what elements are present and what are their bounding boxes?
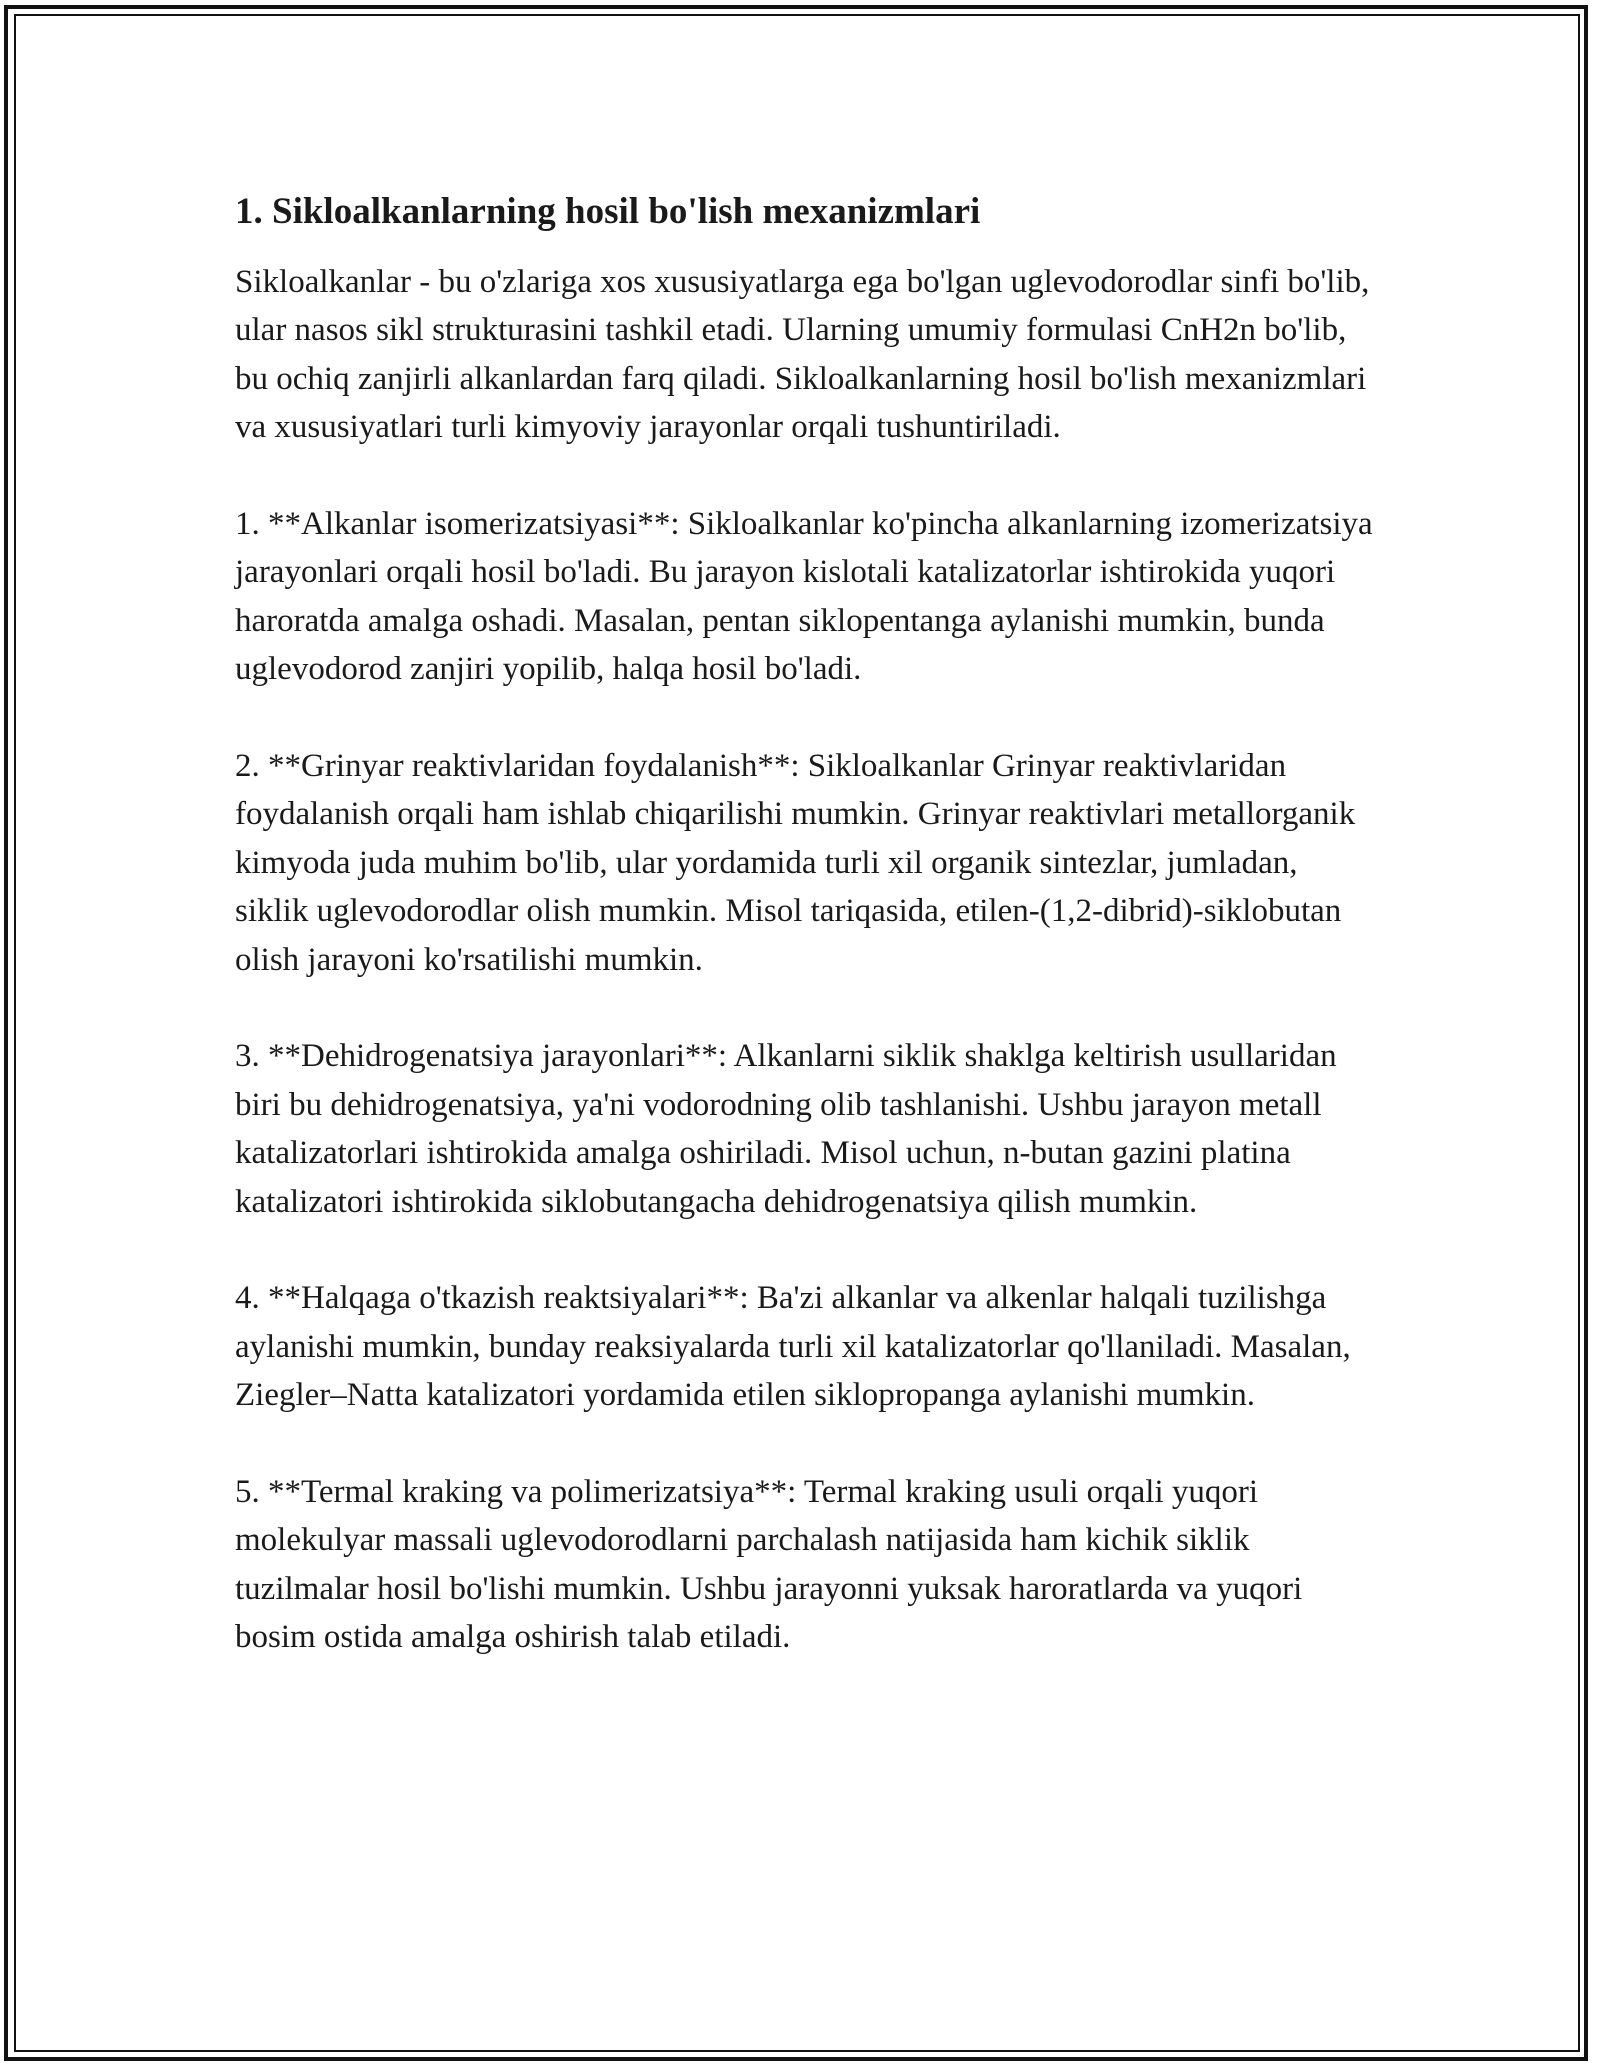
paragraph-ring-closure: 4. **Halqaga o'tkazish reaktsiyalari**: Ba'zi alkanlar va alkenlar halqali tuzilishga aylanishi mumkin, bunday reaksiyalarda turli xil katalizatorlar qo'llaniladi. Masalan, Ziegler–Natta katalizatori yordamida etilen siklopropanga aylanishi mumkin. xyxy=(235,1280,1351,1414)
paragraph-grignard-reagents: 2. **Grinyar reaktivlaridan foydalanish**: Sikloalkanlar Grinyar reaktivlaridan foydalanish orqali ham ishlab chiqarilishi mumkin. Grinyar reaktivlari metallorganik kimyoda juda muhim bo'lib, ular yordamida turli xil organik sintezlar, jumladan, siklik uglevodorodlar olish mumkin. Misol tariqasida, etilen-(1,2-dibrid)-siklobutan olish jarayoni ko'rsatilishi mumkin. xyxy=(235,748,1356,978)
paragraph-dehydrogenation: 3. **Dehidrogenatsiya jarayonlari**: Alkanlarni siklik shaklga keltirish usullaridan biri bu dehidrogenatsiya, ya'ni vodorodning olib tashlanishi. Ushbu jarayon metall katalizatorlari ishtirokida amalga oshiriladi. Misol uchun, n-butan gazini platina katalizatori ishtirokida siklobutangacha dehidrogenatsiya qilish mumkin. xyxy=(235,1038,1337,1220)
intro-paragraph: Sikloalkanlar - bu o'zlariga xos xususiyatlarga ega bo'lgan uglevodorodlar sinfi bo'lib, ular nasos sikl strukturasini tashkil etadi. Ularning umumiy formulasi CnH2n bo'lib, bu ochiq zanjirli alkanlardan farq qiladi. Sikloalkanlarning hosil bo'lish mexanizmlari va xususiyatlari turli kimyoviy jarayonlar orqali tushuntiriladi. xyxy=(235,264,1370,446)
section-heading: 1. Sikloalkanlarning hosil bo'lish mexanizmlari xyxy=(235,191,981,232)
paragraph-alkane-isomerization: 1. **Alkanlar isomerizatsiyasi**: Sikloalkanlar ko'pincha alkanlarning izomerizatsiya jarayonlari orqali hosil bo'ladi. Bu jarayon kislotali katalizatorlar ishtirokida yuqori haroratda amalga oshadi. Masalan, pentan siklopentanga aylanishi mumkin, bunda uglevodorod zanjiri yopilib, halqa hosil bo'ladi. xyxy=(235,506,1373,688)
paragraph-thermal-cracking: 5. **Termal kraking va polimerizatsiya**: Termal kraking usuli orqali yuqori molekulyar massali uglevodorodlarni parchalash natijasida ham kichik siklik tuzilmalar hosil bo'lishi mumkin. Ushbu jarayonni yuksak haroratlarda va yuqori bosim ostida amalga oshirish talab etiladi. xyxy=(235,1474,1303,1656)
document-body xyxy=(235,186,1375,1662)
